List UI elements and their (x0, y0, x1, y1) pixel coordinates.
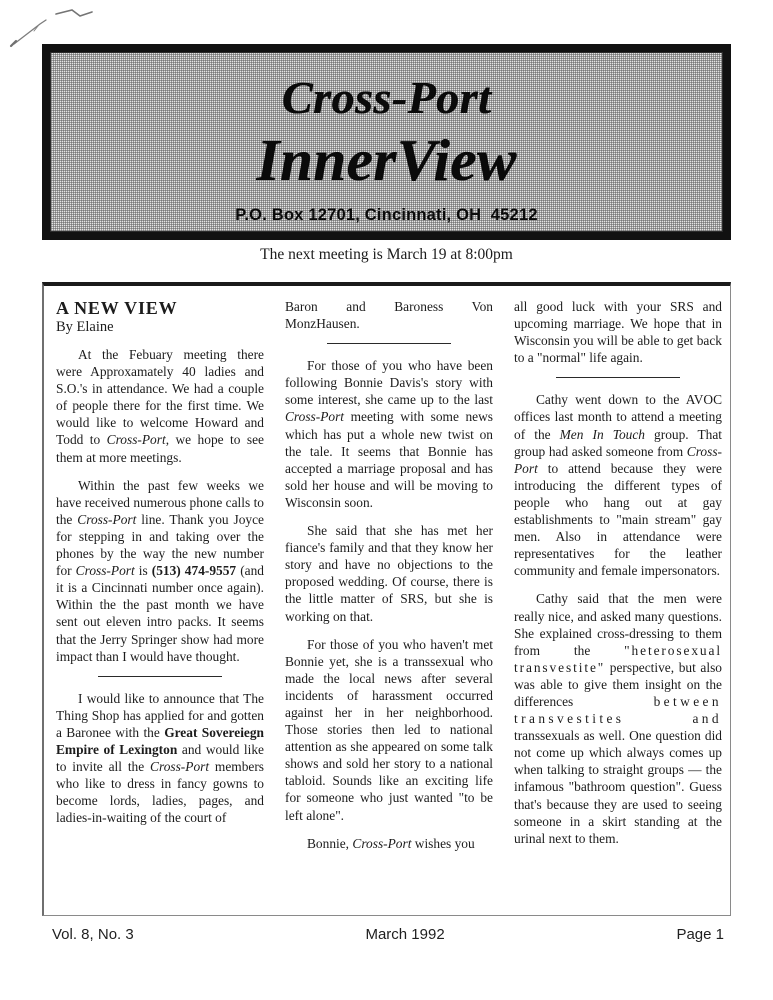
col3-p3-text-c: transsexuals as well. One question did not come up which always comes up when talking to straight groups — the infamous "bathroom question". Guess that's because they are used to seeing someone in a skirt standing at the urinal next to them. (514, 728, 722, 846)
col1-p1-text-a: At the Febuary meeting there were Approxamately 40 ladies and S.O.'s in attendance. We had a couple of people there for the first time. We would like to welcome Howard and Todd to (56, 347, 264, 448)
masthead-address: P.O. Box 12701, Cincinnati, OH 45212 (235, 206, 538, 224)
col1-p2-italic-2: Cross-Port (75, 563, 135, 579)
col2-p5-text-b: wishes you (411, 835, 475, 851)
col1-p1-text-b: , we hope to see them at more meetings. (56, 432, 264, 465)
col3-p2-italic-2: Cross-Port (514, 443, 722, 476)
col3-paragraph-2 (514, 391, 722, 579)
col1-p2-text-d: (and it is a Cincinnati number once again). Within the the past month we have sent out eleven intro packs. It seems that the Jerry Springer show had more impact than I would have thought. (56, 563, 264, 664)
col3-paragraph-3 (514, 590, 722, 846)
masthead-banner (42, 44, 731, 240)
col1-p2-text-a: Within the past few weeks we have received numerous phone calls to the (56, 477, 264, 527)
col1-p2-italic-1: Cross-Port (77, 511, 137, 527)
col2-paragraph-5 (285, 835, 493, 852)
col3-p3-text-b: perspective, but also was able to give them insight on the differences (514, 659, 722, 709)
col2-p2-italic: Cross-Port (285, 409, 345, 425)
col1-p3-bold: Great Sovereiegn Empire of Lexington (56, 724, 264, 757)
col2-p5-text-a: Bonnie, (307, 835, 353, 851)
col3-p2-text-b: group. That group had asked someone from (514, 426, 722, 459)
col1-p2-text-b: line. Thank you Joyce for stepping in and taking over the phones by the way the new number for (56, 511, 264, 579)
col2-paragraph-1: Baron and Baroness Von MonzHausen. (285, 299, 493, 332)
col1-paragraph-3 (56, 690, 264, 827)
col2-p5-italic: Cross-Port (352, 835, 412, 851)
page-footer (52, 926, 724, 943)
col3-p2-text-a: Cathy went down to the AVOC offices last month to attend a meeting of the (514, 392, 722, 442)
article-column-2 (285, 296, 493, 907)
col1-p3-text-b: and would like to invite all the (56, 741, 264, 775)
article-title: A NEW VIEW (56, 298, 178, 318)
section-divider-col1 (98, 676, 223, 677)
col3-paragraph-1: all good luck with your SRS and upcoming marriage. We hope that in Wisconsin you will be able to get back to a "normal" life again. (514, 299, 722, 366)
col3-p3-spaced-phrase-1: "heterosexual transvestite" (514, 642, 722, 675)
col1-paragraph-1 (56, 346, 264, 466)
col2-paragraph-3: She said that she has met her fiance's family and that they know her story and have no objections to the proposed wedding. Of course, there is the little matter of SRS, but she is working on that. (285, 523, 493, 624)
col3-p3-text-a: Cathy said that the men were really nice, and asked many questions. She explained cross-dressing to them from the (514, 591, 722, 658)
article-column-1 (56, 296, 264, 907)
masthead-title-line-1: Cross-Port (281, 72, 492, 123)
col2-paragraph-2 (285, 357, 493, 511)
col1-p3-text-a: I would like to announce that The Thing Shop has applied for and gotten a Baronee with the (56, 690, 264, 740)
col2-p2-text-b: meeting with some news which has put a whole new twist on the tale. It seems that Bonnie has accepted a marriage proposal and has sold her house and will be moving to Wisconsin soon. (285, 409, 493, 510)
col3-p3-spaced-phrase-2: between transvestites and (514, 693, 722, 727)
col1-p3-italic: Cross-Port (150, 759, 210, 775)
article-byline: By Elaine (56, 319, 114, 335)
footer-page-number: Page 1 (676, 926, 724, 943)
col2-paragraph-4: For those of you who haven't met Bonnie yet, she is a transsexual who made the local news after several incidents of harassment occurred against her in her neighborhood. Those stories then led to national attention as she appeared on some talk shows and sold her story to a national tabloid. Sounds like an exciting life for someone who just wanted "to be left alone". (285, 636, 493, 823)
col1-phone-number: (513) 474-9557 (151, 563, 237, 579)
col3-p2-text-c: to attend because they were introducing the different types of people who hang out at gay establishments to "main stream" gay men. Also in attendance were representatives for the leather community and female impersonators. (514, 460, 722, 579)
footer-volume: Vol. 8, No. 3 (52, 926, 134, 943)
article-column-3 (514, 296, 722, 907)
masthead-inner-panel (50, 52, 723, 232)
article-container (42, 282, 731, 916)
col2-p2-text-a: For those of you who have been following Bonnie Davis's story with some interest, she came up to the last (285, 358, 493, 408)
col1-p1-italic: Cross-Port (106, 432, 166, 448)
footer-date: March 1992 (365, 926, 445, 943)
col3-p2-italic-1: Men In Touch (559, 426, 645, 442)
article-columns (56, 296, 722, 907)
col1-p3-text-c: members who like to dress in fancy gowns to become lords, ladies, pages, and ladies-in-waiting of the court of (56, 759, 264, 826)
col1-paragraph-2 (56, 477, 264, 665)
section-divider-col2 (327, 343, 452, 344)
section-divider-col3 (556, 377, 681, 378)
masthead-title-line-2: InnerView (256, 127, 517, 193)
meeting-notice: The next meeting is March 19 at 8:00pm (260, 246, 513, 263)
col1-p2-text-c: is (134, 563, 152, 579)
